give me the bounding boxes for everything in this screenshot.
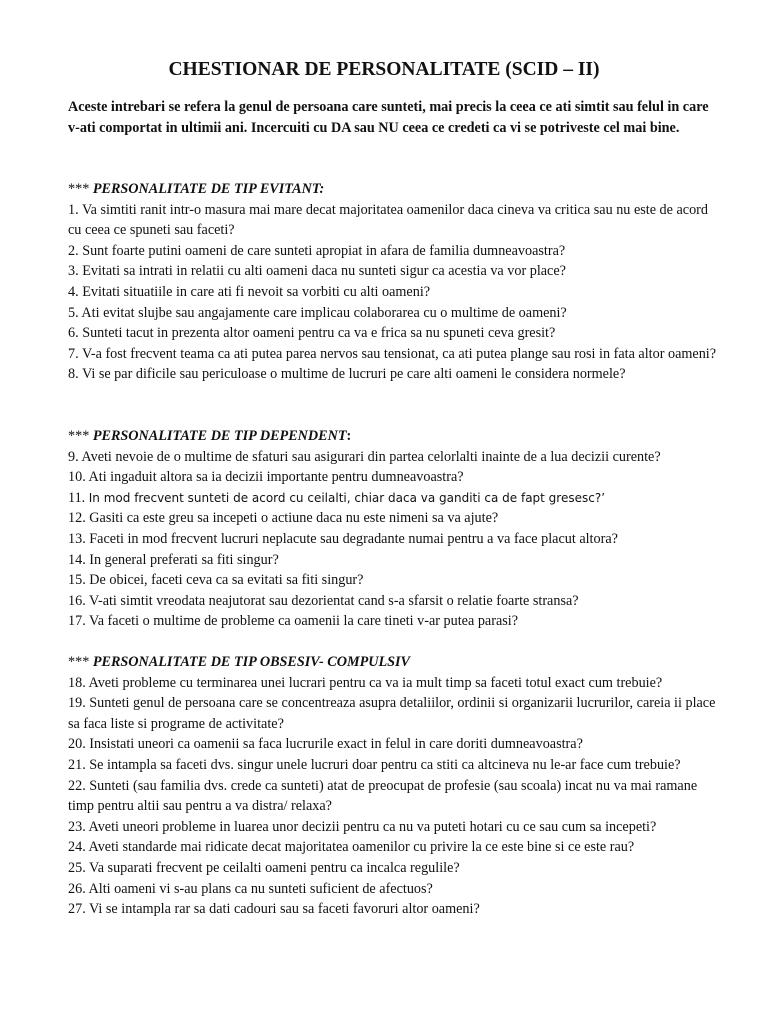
question-text: Aveti nevoie de o multime de sfaturi sau asigurari din partea celorlalti inainte de a lua decizii curente? (81, 448, 661, 465)
question-text: Sunteti (sau familia dvs. crede ca sunteti) atat de preocupat de profesie (sau scoala) incat nu va mai ramane timp pentru altii sau pentru a va distra/ relaxa? (68, 777, 698, 815)
question-number: 27. (68, 901, 86, 918)
question-number: 13. (68, 530, 86, 547)
question-number: 22. (68, 777, 86, 794)
question-item (68, 673, 720, 694)
question-item (68, 303, 720, 324)
question-item (68, 611, 720, 632)
question-number: 20. (68, 736, 86, 753)
question-item (68, 734, 720, 755)
question-item (68, 776, 720, 817)
question-item (68, 693, 720, 734)
question-item (68, 755, 720, 776)
question-number: 23. (68, 818, 86, 835)
question-item (68, 837, 720, 858)
question-number: 1. (68, 201, 79, 218)
question-number: 19. (68, 695, 86, 712)
question-text: Va faceti o multime de probleme ca oamenii la care tineti v-ar putea parasi? (89, 613, 519, 630)
question-item (68, 550, 720, 571)
question-text: Aveti uneori probleme in luarea unor decizii pentru ca nu va puteti hotari cu ce sau cum sa incepeti? (88, 818, 657, 835)
question-number: 26. (68, 880, 86, 897)
question-text: Gasiti ca este greu sa incepeti o actiune daca nu este nimeni sa va ajute? (89, 510, 499, 527)
question-number: 25. (68, 859, 86, 876)
section-dependent (68, 426, 720, 632)
section-title-stars: *** (68, 654, 93, 670)
question-item (68, 364, 720, 385)
question-item (68, 899, 720, 920)
question-text: Evitati situatiile in care ati fi nevoit sa vorbiti cu alti oameni? (82, 283, 431, 300)
section-title-name: PERSONALITATE DE TIP EVITANT: (92, 181, 325, 197)
question-text: Va suparati frecvent pe ceilalti oameni pentru ca incalca regulile? (89, 859, 460, 876)
question-number: 8. (68, 366, 79, 383)
question-number: 9. (68, 448, 79, 465)
question-text: V-a fost frecvent teama ca ati putea parea nervos sau tensionat, ca ati putea plange sau rosi in fata altor oameni? (81, 345, 717, 362)
question-number: 6. (68, 325, 79, 342)
question-text: Aveti probleme cu terminarea unei lucrari pentru ca va ia mult timp sa faceti totul exact cum trebuie? (88, 674, 663, 691)
question-item (68, 591, 720, 612)
question-item (68, 323, 720, 344)
question-text: Sunt foarte putini oameni de care sunteti apropiat in afara de familia dumneavoastra? (82, 242, 566, 259)
section-title (68, 426, 720, 447)
question-text: Ati evitat slujbe sau angajamente care implicau colaborarea cu o multime de oameni? (81, 304, 567, 321)
question-number: 15. (68, 572, 86, 589)
question-number: 7. (68, 345, 79, 362)
question-text: In mod frecvent sunteti de acord cu ceilalti, chiar daca va ganditi ca de fapt gresesc?’ (88, 490, 606, 505)
question-text: Vi se par dificile sau periculoase o multime de lucruri pe care alti oameni le considera normele? (81, 366, 626, 383)
question-number: 3. (68, 263, 79, 280)
section-avoidant (68, 179, 720, 385)
question-item (68, 858, 720, 879)
section-title (68, 179, 720, 200)
section-title (68, 652, 720, 673)
question-list (68, 673, 720, 920)
question-list (68, 447, 720, 632)
question-number: 4. (68, 283, 79, 300)
question-text: V-ati simtit vreodata neajutorat sau dezorientat cand s-a sfarsit o relatie foarte stransa? (89, 592, 579, 609)
question-item (68, 817, 720, 838)
question-item (68, 529, 720, 550)
question-text: Faceti in mod frecvent lucruri neplacute sau degradante numai pentru a va face placut altora? (89, 530, 618, 547)
section-title-name: PERSONALITATE DE TIP OBSESIV- COMPULSIV (92, 654, 411, 670)
document-intro: Aceste intrebari se refera la genul de persoana care sunteti, mai precis la ceea ce ati simtit sau felul in care v-ati comportat in ultimii ani. Incercuiti cu DA sau NU ceea ce credeti ca vi se potriveste cel mai bine. (68, 99, 709, 136)
document-title: CHESTIONAR DE PERSONALITATE (SCID – II) (168, 59, 600, 80)
question-text: Insistati uneori ca oamenii sa faca lucrurile exact in felul in care doriti dumneavoastra? (89, 736, 583, 753)
question-item (68, 282, 720, 303)
question-number: 18. (68, 674, 86, 691)
section-title-stars: *** (68, 428, 93, 444)
question-item (68, 570, 720, 591)
question-number: 11. (68, 489, 86, 506)
question-text: Ati ingaduit altora sa ia decizii importante pentru dumneavoastra? (88, 469, 464, 486)
question-text: De obicei, faceti ceva ca sa evitati sa fiti singur? (89, 572, 364, 589)
question-item (68, 241, 720, 262)
section-title-name: PERSONALITATE DE TIP DEPENDENT (92, 428, 347, 444)
question-text: In general preferati sa fiti singur? (89, 551, 279, 568)
question-item (68, 344, 720, 365)
question-text: Alti oameni vi s-au plans ca nu sunteti suficient de afectuos? (88, 880, 433, 897)
question-item (68, 508, 720, 529)
question-number: 12. (68, 510, 86, 527)
section-obsessive-compulsive (68, 652, 720, 920)
question-item (68, 467, 720, 488)
question-item (68, 879, 720, 900)
question-item (68, 200, 720, 241)
section-title-stars: *** (68, 181, 93, 197)
question-list (68, 200, 720, 385)
question-text: Vi se intampla rar sa dati cadouri sau sa faceti favoruri altor oameni? (89, 901, 480, 918)
question-number: 24. (68, 839, 86, 856)
question-number: 14. (68, 551, 86, 568)
question-number: 16. (68, 592, 86, 609)
question-text: Va simtiti ranit intr-o masura mai mare decat majoritatea oamenilor daca cineva va critica sau nu este de acord cu ceea ce spuneti sau faceti? (68, 201, 708, 239)
question-number: 17. (68, 613, 86, 630)
question-item (68, 261, 720, 282)
question-text: Sunteti genul de persoana care se concentreaza asupra detaliilor, ordinii si organizarii lucrurilor, careia ii place sa faca liste si programe de activitate? (68, 695, 716, 732)
question-text: Se intampla sa faceti dvs. singur unele lucruri doar pentru ca stiti ca altcineva nu le-ar face cum trebuie? (89, 756, 681, 773)
question-text: Aveti standarde mai ridicate decat majoritatea oamenilor cu privire la ce este bine si ce este rau? (88, 839, 635, 856)
question-item (68, 488, 720, 509)
question-number: 21. (68, 756, 86, 773)
question-text: Sunteti tacut in prezenta altor oameni pentru ca va e frica sa nu spuneti ceva gresit? (82, 325, 556, 342)
question-number: 2. (68, 242, 79, 259)
question-number: 5. (68, 304, 79, 321)
question-text: Evitati sa intrati in relatii cu alti oameni daca nu sunteti sigur ca acestia va vor place? (82, 263, 566, 280)
section-title-colon: : (346, 428, 352, 444)
question-number: 10. (68, 469, 86, 486)
question-item (68, 447, 720, 468)
